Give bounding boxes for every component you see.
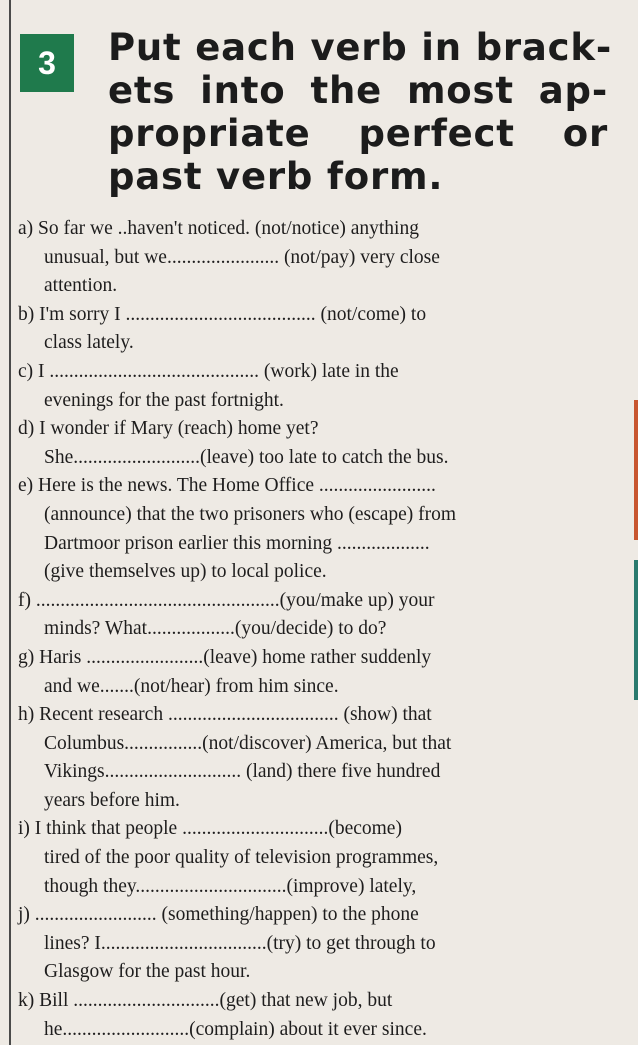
exercise-item-f — [18, 587, 608, 644]
exercise-item-d — [18, 415, 608, 472]
exercise-item-i — [18, 815, 608, 901]
exercise-item-j — [18, 901, 608, 987]
item-line: attention. — [44, 275, 118, 297]
item-line: Dartmoor prison earlier this morning ................... — [44, 532, 430, 554]
exercise-item-a — [18, 215, 608, 301]
instruction-line: ets into the most ap- — [108, 69, 608, 112]
item-line: h) Recent research ................................... (show) that — [18, 704, 432, 726]
item-line: tired of the poor quality of television programmes, — [44, 847, 439, 869]
item-line: e) Here is the news. The Home Office ........................ — [18, 475, 436, 497]
exercise-item-k — [18, 987, 608, 1044]
item-line: c) I ........................................... (work) late in the — [18, 360, 399, 382]
item-line: Columbus................(not/discover) America, but that — [44, 732, 452, 754]
instruction-line: Put each verb in brack- — [108, 26, 612, 69]
item-line: b) I'm sorry I ....................................... (not/come) to — [18, 303, 427, 325]
page-edge-accent — [634, 400, 638, 540]
item-line: unusual, but we....................... (not/pay) very close — [44, 246, 440, 268]
item-line: d) I wonder if Mary (reach) home yet? — [18, 418, 319, 440]
item-line: he..........................(complain) about it ever since. — [44, 1018, 427, 1040]
item-line: i) I think that people ..............................(become) — [18, 818, 402, 840]
instruction-line: propriate perfect or — [108, 112, 608, 155]
item-line: lines? I..................................(try) to get through to — [44, 932, 436, 954]
exercise-item-g — [18, 644, 608, 701]
item-line: j) ......................... (something/happen) to the phone — [18, 904, 419, 926]
exercise-instruction — [108, 26, 612, 198]
item-line: minds? What..................(you/decide) to do? — [44, 618, 387, 640]
item-line: and we.......(not/hear) from him since. — [44, 675, 339, 697]
exercise-items — [18, 215, 608, 1044]
item-line: She..........................(leave) too late to catch the bus. — [44, 446, 449, 468]
item-line: Glasgow for the past hour. — [44, 961, 251, 983]
exercise-item-h — [18, 701, 608, 815]
instruction-line: past verb form. — [108, 155, 444, 198]
exercise-number-badge: 3 — [20, 34, 74, 92]
item-line: k) Bill ..............................(get) that new job, but — [18, 990, 393, 1012]
exercise-item-e — [18, 472, 608, 586]
item-line: years before him. — [44, 789, 180, 811]
page-edge-accent — [634, 560, 638, 700]
item-line: (give themselves up) to local police. — [44, 561, 327, 583]
item-line: evenings for the past fortnight. — [44, 389, 284, 411]
item-line: f) ..................................................(you/make up) your — [18, 589, 435, 611]
item-line: Vikings............................ (land) there five hundred — [44, 761, 441, 783]
exercise-item-c — [18, 358, 608, 415]
item-line: class lately. — [44, 332, 134, 354]
item-line: though they...............................(improve) lately, — [44, 875, 417, 897]
page-margin-rule — [9, 0, 11, 1045]
exercise-item-b — [18, 301, 608, 358]
item-line: a) So far we ..haven't noticed. (not/notice) anything — [18, 218, 419, 239]
item-line: g) Haris ........................(leave) home rather suddenly — [18, 646, 432, 668]
item-line: (announce) that the two prisoners who (escape) from — [44, 503, 457, 525]
